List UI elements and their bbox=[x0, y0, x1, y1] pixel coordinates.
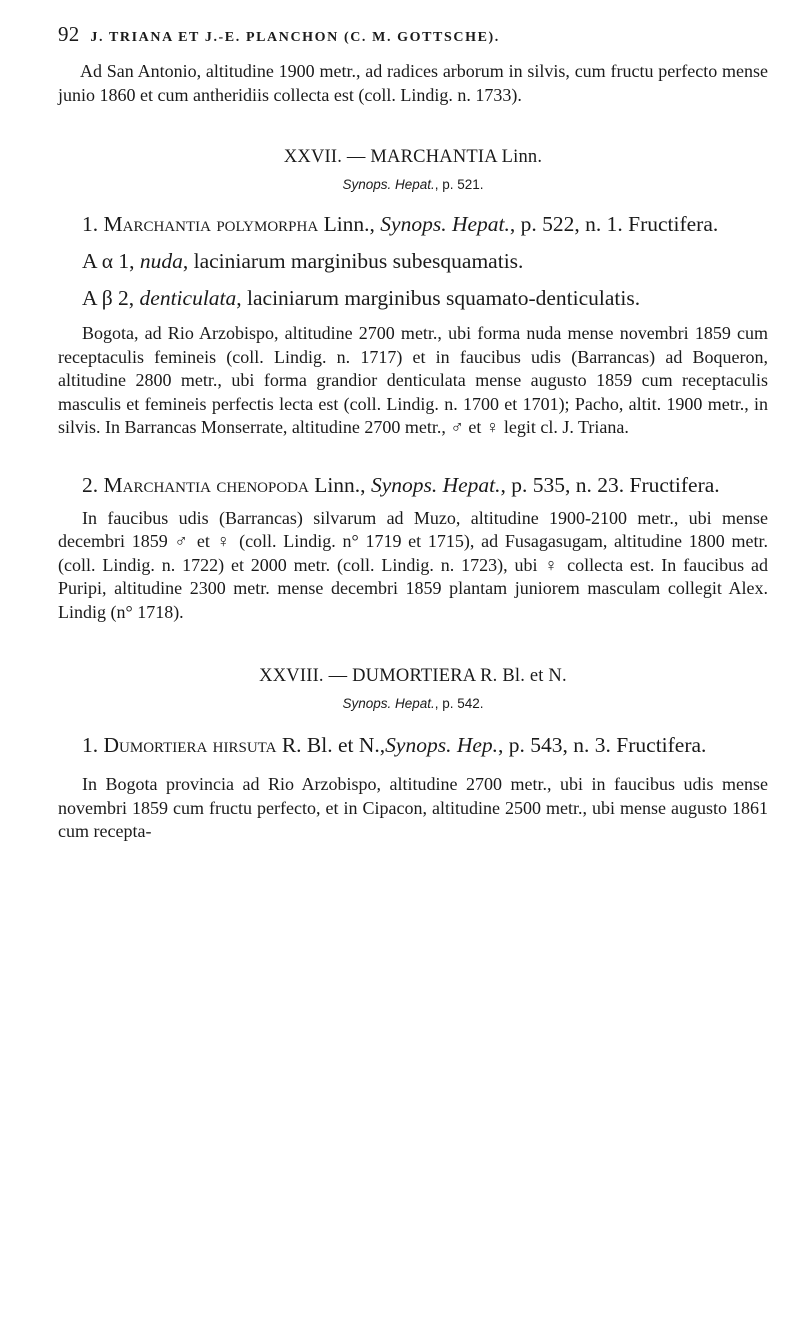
species-reference-rest: , p. 543, n. 3. Fructifera. bbox=[498, 733, 707, 757]
book-page bbox=[58, 22, 768, 844]
genus-reference-dumortiera bbox=[58, 694, 768, 714]
locality-paragraph-polymorpha: Bogota, ad Rio Arzobispo, altitudine 2700 metr., ubi forma nuda mense novembri 1859 cum receptaculis femineis (coll. Lindig. n. 1717) et in faucibus udis (Barrancas) ad Boqueron, altitudine 2800 metr., ubi forma grandior denticulata mense augusto 1859 cum receptaculis masculis et femineis perfectis lecta est (coll. Lindig. n. 1700 et 1701); Pacho, altit. 1900 metr., in silvis. In Barrancas Monserrate, altitudine 2700 metr., ♂ et ♀ legit cl. J. Triana. bbox=[58, 323, 768, 437]
species-authority: Linn., bbox=[314, 472, 366, 497]
genus-reference-title: Synops. Hepat. bbox=[342, 177, 435, 192]
variety-beta bbox=[58, 283, 768, 314]
species-heading-dumortiera-hirsuta bbox=[58, 730, 768, 761]
page-number: 92 bbox=[58, 22, 80, 46]
variety-alpha bbox=[58, 246, 768, 277]
species-heading-marchantia-chenopoda bbox=[58, 470, 768, 501]
species-number: 1. bbox=[82, 212, 99, 236]
locality-paragraph-chenopoda: In faucibus udis (Barrancas) silvarum ad Muzo, altitudine 1900-2100 metr., ubi mense decembri 1859 ♂ et ♀ (coll. Lindig. n° 1719 et 1715), ad Fusagasugam, altitudine 1800 metr. (coll. Lindig. n. 1722) et 2000 metr. (coll. Lindig. n. 1723), ubi ♀ collecta est. In faucibus ad Puripi, altitudine 2300 metr. mense decembri 1859 plantam juniorem masculam collegit Alex. Lindig (n° 1718). bbox=[58, 507, 768, 622]
species-name: Marchantia polymorpha bbox=[103, 212, 319, 236]
species-number: 2. bbox=[82, 472, 99, 497]
species-heading-marchantia-polymorpha bbox=[58, 209, 768, 240]
species-name: Dumortiera hirsuta bbox=[103, 733, 277, 757]
running-title: J. TRIANA ET J.-E. PLANCHON (C. M. GOTTSCHE). bbox=[90, 30, 500, 45]
species-reference-rest: , p. 535, n. 23. Fructifera. bbox=[500, 472, 720, 497]
genus-reference-page: , p. 542. bbox=[434, 696, 484, 711]
running-header bbox=[58, 22, 768, 50]
variety-name: nuda bbox=[139, 249, 183, 273]
variety-description: , laciniarum marginibus squamato-denticulatis. bbox=[236, 286, 641, 310]
variety-description: , laciniarum marginibus subesquamatis. bbox=[182, 249, 524, 273]
genus-reference-title: Synops. Hepat. bbox=[342, 696, 435, 711]
genus-reference-page: , p. 521. bbox=[434, 177, 484, 192]
species-authority: Linn., bbox=[323, 212, 375, 236]
variety-label: A α 1, bbox=[82, 249, 135, 273]
species-authority: R. Bl. et N., bbox=[281, 733, 386, 757]
species-name: Marchantia chenopoda bbox=[103, 472, 309, 497]
variety-name: denticulata bbox=[139, 286, 237, 310]
species-number: 1. bbox=[82, 733, 99, 757]
locality-paragraph-hirsuta: In Bogota provincia ad Rio Arzobispo, altitudine 2700 metr., ubi in faucibus udis mense novembri 1859 cum fructu perfecto, et in Cipacon, altitudine 2500 metr., ubi mense augusto 1861 cum recepta- bbox=[58, 774, 768, 841]
variety-label: A β 2, bbox=[82, 286, 135, 310]
genus-heading-marchantia: XXVII. — MARCHANTIA Linn. bbox=[283, 147, 543, 167]
species-reference-rest: , p. 522, n. 1. Fructifera. bbox=[509, 212, 719, 236]
continuation-paragraph: Ad San Antonio, altitudine 1900 metr., ad radices arborum in silvis, cum fructu perfecto mense junio 1860 et cum antheridiis collecta est (coll. Lindig. n. 1733). bbox=[58, 61, 768, 105]
species-reference: Synops. Hep. bbox=[385, 733, 499, 757]
species-reference: Synops. Hepat. bbox=[380, 212, 510, 236]
genus-heading-dumortiera: XXVIII. — DUMORTIERA R. Bl. et N. bbox=[259, 666, 567, 686]
genus-reference-marchantia bbox=[58, 175, 768, 195]
species-reference: Synops. Hepat. bbox=[370, 472, 501, 497]
